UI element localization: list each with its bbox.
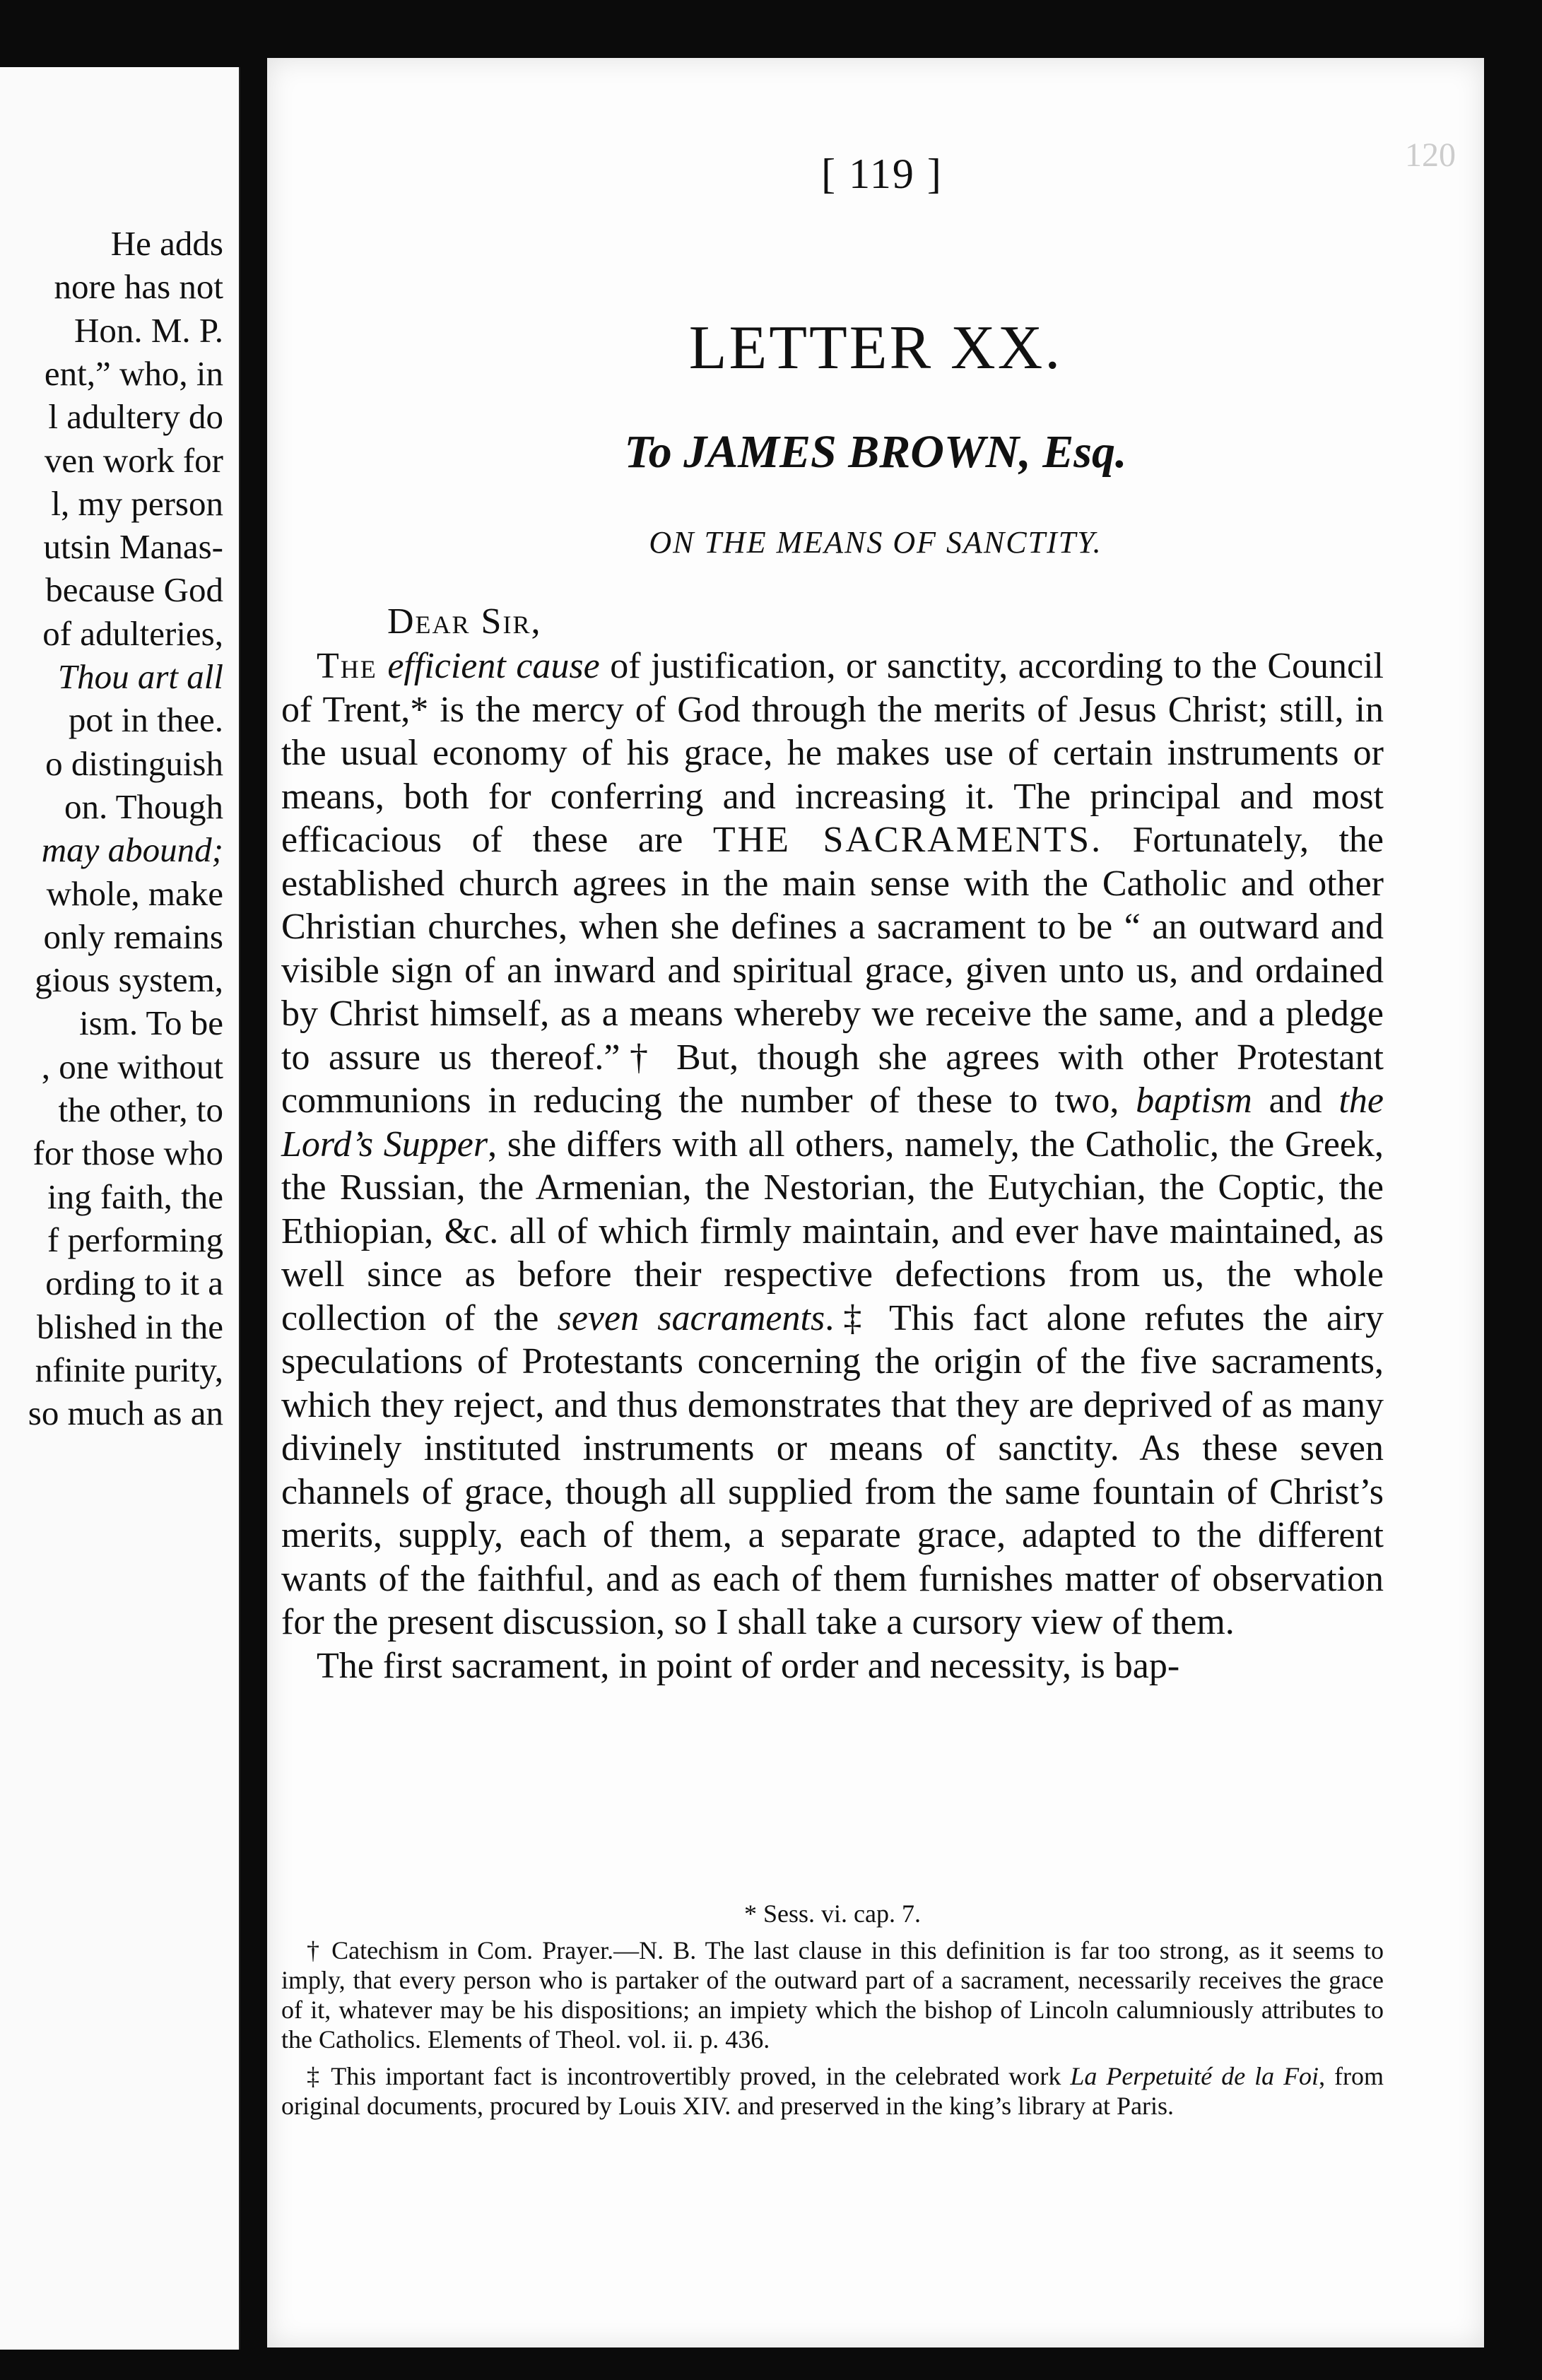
left-page-line: , one without (41, 1047, 223, 1086)
paragraph-1-text: of justification, or sanctity, according to the Council of Trent,* is the mercy of God through the merits of Jesus Christ; still, in the usual economy of his grace, he makes use of certain instruments or means, both for conferring and increasing it. The principal and most efficacious of these are (281, 646, 1384, 860)
footnote-2: † Catechism in Com. Prayer.—N. B. The last clause in this definition is far too strong, as it seems to imply, that every person who is partaker of the outward part of a sacrament, necessarily receives the grace of it, whatever may be his dispositions; an impiety which the bishop of Lincoln calumniously attributes to the Catholics. Elements of Theol. vol. ii. p. 436. (281, 1936, 1384, 2054)
book-gutter (240, 42, 265, 2353)
bleed-through-page-number: 120 (1405, 136, 1456, 174)
left-page-line: l adultery do (48, 397, 223, 437)
footnote-3 (281, 2061, 1384, 2121)
footnote-1: * Sess. vi. cap. 7. (744, 1899, 921, 1928)
left-page-line: whole, make (46, 873, 223, 913)
left-page-line: ing faith, the (47, 1177, 223, 1216)
left-page-line: He adds (110, 224, 223, 263)
left-page-line: utsin Manas- (43, 527, 223, 567)
left-page-fragment (0, 67, 241, 2350)
letter-subject: ON THE MEANS OF SANCTITY. (649, 525, 1102, 560)
left-page-line: o distinguish (45, 743, 223, 783)
paragraph-1-text: , she differs with all others, namely, the Catholic, the Greek, the Russian, the Armenian, the Nestorian, the Eutychian, the Coptic, the Ethiopian, &c. all of which firmly maintain, and ever have maintained, as well since as before their respective defections from us, the whole collection of the (281, 1124, 1384, 1338)
salutation: Dear Sir, (387, 601, 542, 642)
page-number: [ 119 ] (821, 151, 943, 197)
left-page-line: ven work for (44, 440, 223, 480)
left-page-line: ording to it a (45, 1263, 223, 1303)
paragraph-1-text: and (1252, 1080, 1339, 1121)
paragraph-1-text: Fortunately, the established church agrees in the main sense with the Catholic and other Christian churches, when she defines a sacrament to be “ an outward and visible sign of an inward and spiritual grace, given unto us, and ordained by Christ himself, as a means whereby we receive the same, and a pledge to assure us thereof.”† But, though she agrees with other Protestant communions in reducing the number of these to two, (281, 820, 1384, 1121)
left-page-line: blished in the (36, 1307, 223, 1346)
left-page-line: because God (45, 570, 223, 610)
left-page-line: for those who (33, 1133, 223, 1173)
left-page-line: l, my person (51, 483, 223, 523)
left-page-line: gious system, (35, 960, 223, 1000)
sacraments-heading: THE SACRAMENTS. (712, 820, 1103, 860)
left-page-line: on. Though (64, 787, 223, 826)
right-page (267, 58, 1484, 2347)
left-page-line: ism. To be (79, 1003, 223, 1043)
left-page-line: only remains (43, 917, 223, 956)
left-page-line: f performing (47, 1220, 223, 1259)
letter-title: LETTER XX. (688, 314, 1063, 382)
left-page-line: nore has not (54, 267, 223, 307)
emphasis-efficient-cause: efficient cause (387, 646, 600, 686)
left-page-line: Hon. M. P. (73, 310, 223, 350)
footnote-3-text: , from original documents, procured by Louis XIV. and preserved in the king’s library at Paris. (281, 2062, 1384, 2120)
footnotes (281, 1899, 1384, 2128)
left-page-line: ent,” who, in (44, 353, 223, 393)
letter-recipient: To JAMES BROWN, Esq. (624, 426, 1127, 478)
footnote-3-work-title: La Perpetuité de la Foi (1070, 2062, 1319, 2090)
left-page-line: nfinite purity, (35, 1350, 223, 1389)
emphasis-baptism: baptism (1136, 1080, 1252, 1121)
emphasis-seven-sacraments: seven sacraments (557, 1297, 825, 1338)
paragraph-1 (281, 644, 1384, 1644)
left-page-line: so much as an (28, 1394, 223, 1433)
left-page-line: Thou art all (57, 657, 223, 696)
paragraph-1-text: .‡ This fact alone refutes the airy speculations of Protestants concerning the origin of the five sacraments, which they reject, and thus demonstrates that they are deprived of as many divinely instituted instruments or means of sanctity. As these seven channels of grace, though all supplied from the same fountain of Christ’s merits, supply, each of them, a separate grace, adapted to the different wants of the faithful, and as each of them furnishes matter of observation for the present discussion, so I shall take a cursory view of them. (281, 1297, 1384, 1642)
opening-word: The (317, 646, 377, 686)
footnote-3-text: ‡ This important fact is incontrovertibly proved, in the celebrated work (307, 2062, 1071, 2090)
letter-body (281, 644, 1384, 1687)
paragraph-2: The first sacrament, in point of order and necessity, is bap- (317, 1645, 1180, 1686)
left-page-line: the other, to (58, 1090, 223, 1129)
left-page-line: pot in thee. (68, 700, 223, 740)
left-page-line: of adulteries, (42, 613, 223, 653)
left-page-line: may abound; (41, 830, 223, 870)
emphasis-lords-supper: the Lord’s Supper (281, 1080, 1384, 1165)
